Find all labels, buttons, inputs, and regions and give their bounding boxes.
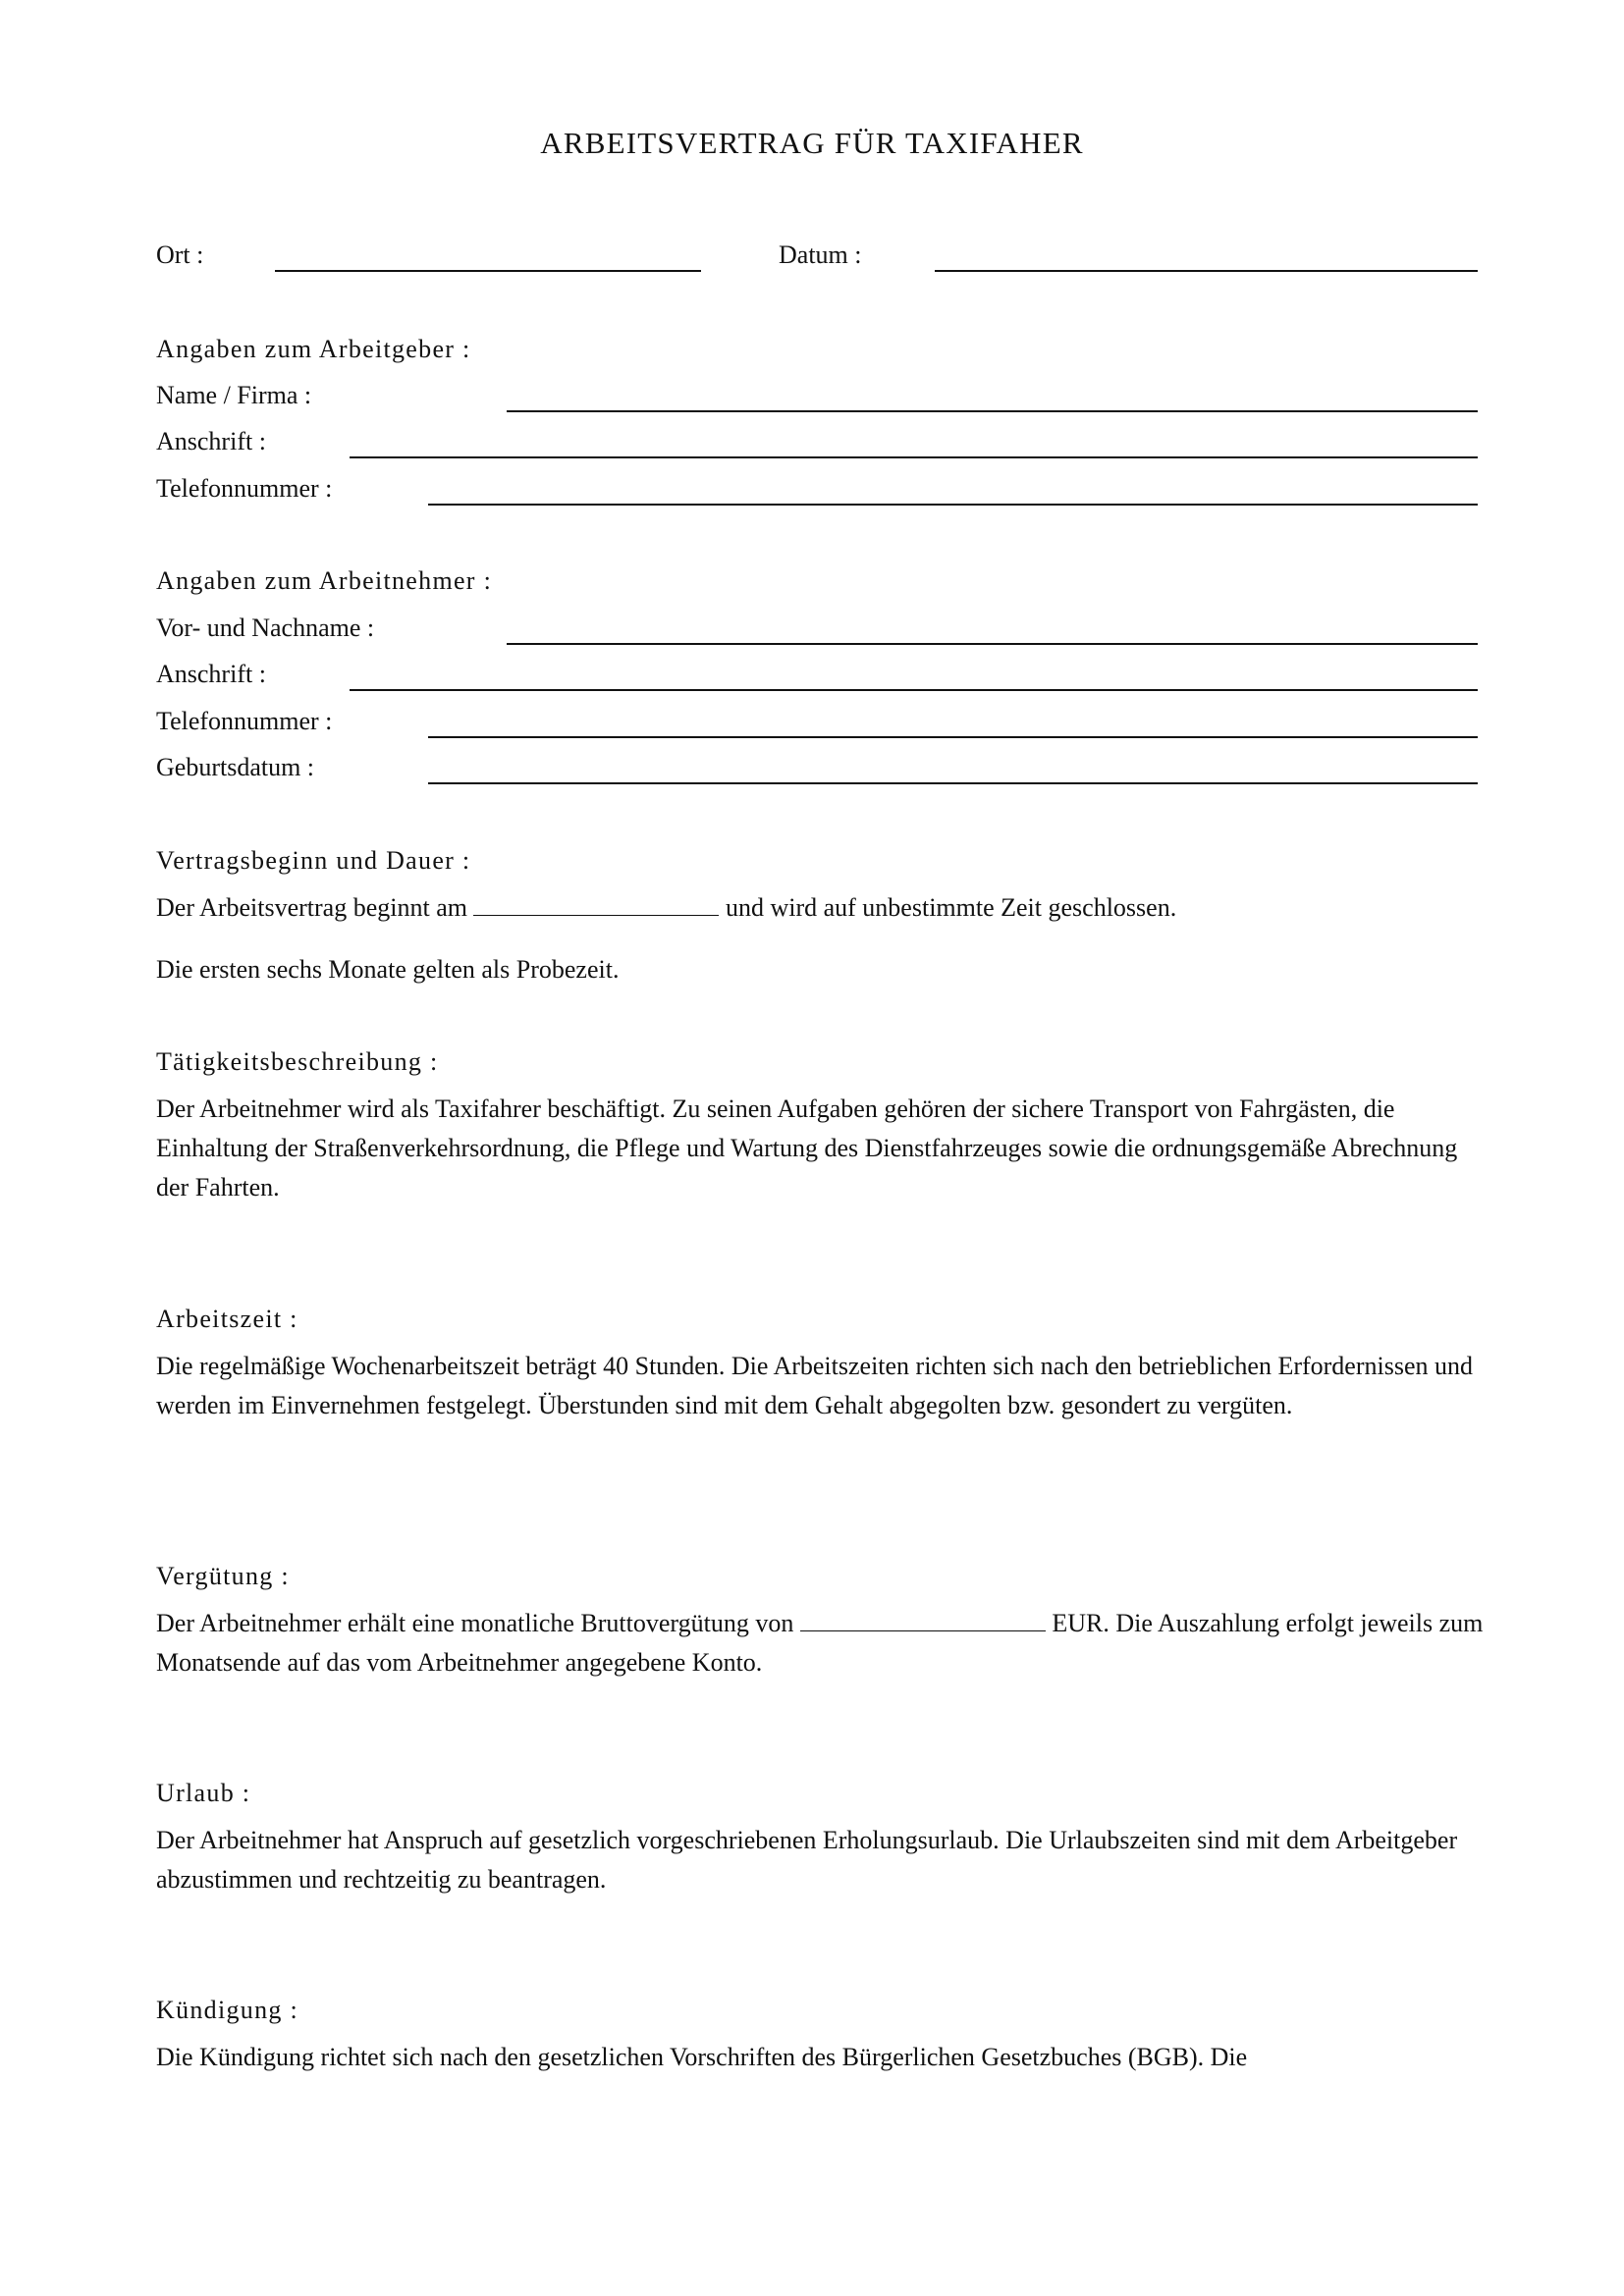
arbeitnehmer-telefon-field[interactable] bbox=[428, 736, 1478, 738]
vertragsbeginn-heading: Vertragsbeginn und Dauer : bbox=[156, 846, 471, 875]
kuendigung-text: Die Kündigung richtet sich nach den gesetzlichen Vorschriften des Bürgerlichen Gesetzbuches (BGB). Die bbox=[156, 2043, 1248, 2071]
arbeitgeber-name-label: Name / Firma : bbox=[156, 381, 312, 409]
arbeitnehmer-anschrift-label: Anschrift : bbox=[156, 660, 266, 688]
datum-label: Datum : bbox=[779, 240, 862, 269]
arbeitszeit-heading: Arbeitszeit : bbox=[156, 1305, 298, 1333]
arbeitgeber-heading: Angaben zum Arbeitgeber : bbox=[156, 335, 471, 363]
taetigkeit-heading: Tätigkeitsbeschreibung : bbox=[156, 1047, 439, 1076]
arbeitgeber-name-field[interactable] bbox=[507, 410, 1478, 412]
verguetung-text bbox=[156, 1604, 1491, 1682]
arbeitnehmer-geburtsdatum-label: Geburtsdatum : bbox=[156, 753, 315, 781]
verguetung-text-after: EUR. Die Auszahlung erfolgt jeweils zum Monatsende auf das vom Arbeitnehmer angegebene Konto. bbox=[156, 1609, 1484, 1677]
datum-field[interactable] bbox=[935, 270, 1478, 272]
arbeitnehmer-geburtsdatum-field[interactable] bbox=[428, 782, 1478, 784]
taetigkeit-text: Der Arbeitnehmer wird als Taxifahrer beschäftigt. Zu seinen Aufgaben gehören der sichere Transport von Fahrgästen, die Einhaltung der Straßenverkehrsordnung, die Pflege und Wartung des Dienstfahrzeuges sowie die ordnungsgemäße Abrechnung der Fahrten. bbox=[156, 1095, 1458, 1201]
arbeitgeber-anschrift-field[interactable] bbox=[350, 456, 1478, 458]
verguetung-amount-blank[interactable] bbox=[800, 1609, 1046, 1631]
vertragsbeginn-text-before: Der Arbeitsvertrag beginnt am bbox=[156, 893, 474, 922]
arbeitgeber-anschrift-label: Anschrift : bbox=[156, 427, 266, 455]
probezeit-text: Die ersten sechs Monate gelten als Probezeit. bbox=[156, 955, 620, 984]
vertragsbeginn-date-blank[interactable] bbox=[473, 893, 719, 916]
arbeitnehmer-name-field[interactable] bbox=[507, 643, 1478, 645]
verguetung-text-before: Der Arbeitnehmer erhält eine monatliche Bruttovergütung von bbox=[156, 1609, 800, 1637]
vertragsbeginn-text bbox=[156, 888, 1491, 928]
arbeitnehmer-telefon-label: Telefonnummer : bbox=[156, 707, 333, 735]
arbeitnehmer-name-label: Vor- und Nachname : bbox=[156, 614, 375, 642]
verguetung-heading: Vergütung : bbox=[156, 1562, 290, 1590]
arbeitgeber-telefon-label: Telefonnummer : bbox=[156, 474, 333, 503]
document-title: ARBEITSVERTRAG FÜR TAXIFAHER bbox=[540, 126, 1084, 160]
arbeitgeber-telefon-field[interactable] bbox=[428, 504, 1478, 506]
kuendigung-heading: Kündigung : bbox=[156, 1996, 299, 2024]
urlaub-heading: Urlaub : bbox=[156, 1779, 251, 1807]
ort-label: Ort : bbox=[156, 240, 204, 269]
arbeitszeit-text: Die regelmäßige Wochenarbeitszeit beträgt 40 Stunden. Die Arbeitszeiten richten sich nach den betrieblichen Erfordernissen und werden im Einvernehmen festgelegt. Überstunden sind mit dem Gehalt abgegolten bzw. gesondert zu vergüten. bbox=[156, 1352, 1474, 1419]
urlaub-text: Der Arbeitnehmer hat Anspruch auf gesetzlich vorgeschriebenen Erholungsurlaub. Die Urlaubszeiten sind mit dem Arbeitgeber abzustimmen und rechtzeitig zu beantragen. bbox=[156, 1826, 1458, 1894]
ort-field[interactable] bbox=[275, 270, 701, 272]
vertragsbeginn-text-after: und wird auf unbestimmte Zeit geschlossen. bbox=[719, 893, 1177, 922]
arbeitnehmer-heading: Angaben zum Arbeitnehmer : bbox=[156, 566, 493, 595]
arbeitnehmer-anschrift-field[interactable] bbox=[350, 689, 1478, 691]
